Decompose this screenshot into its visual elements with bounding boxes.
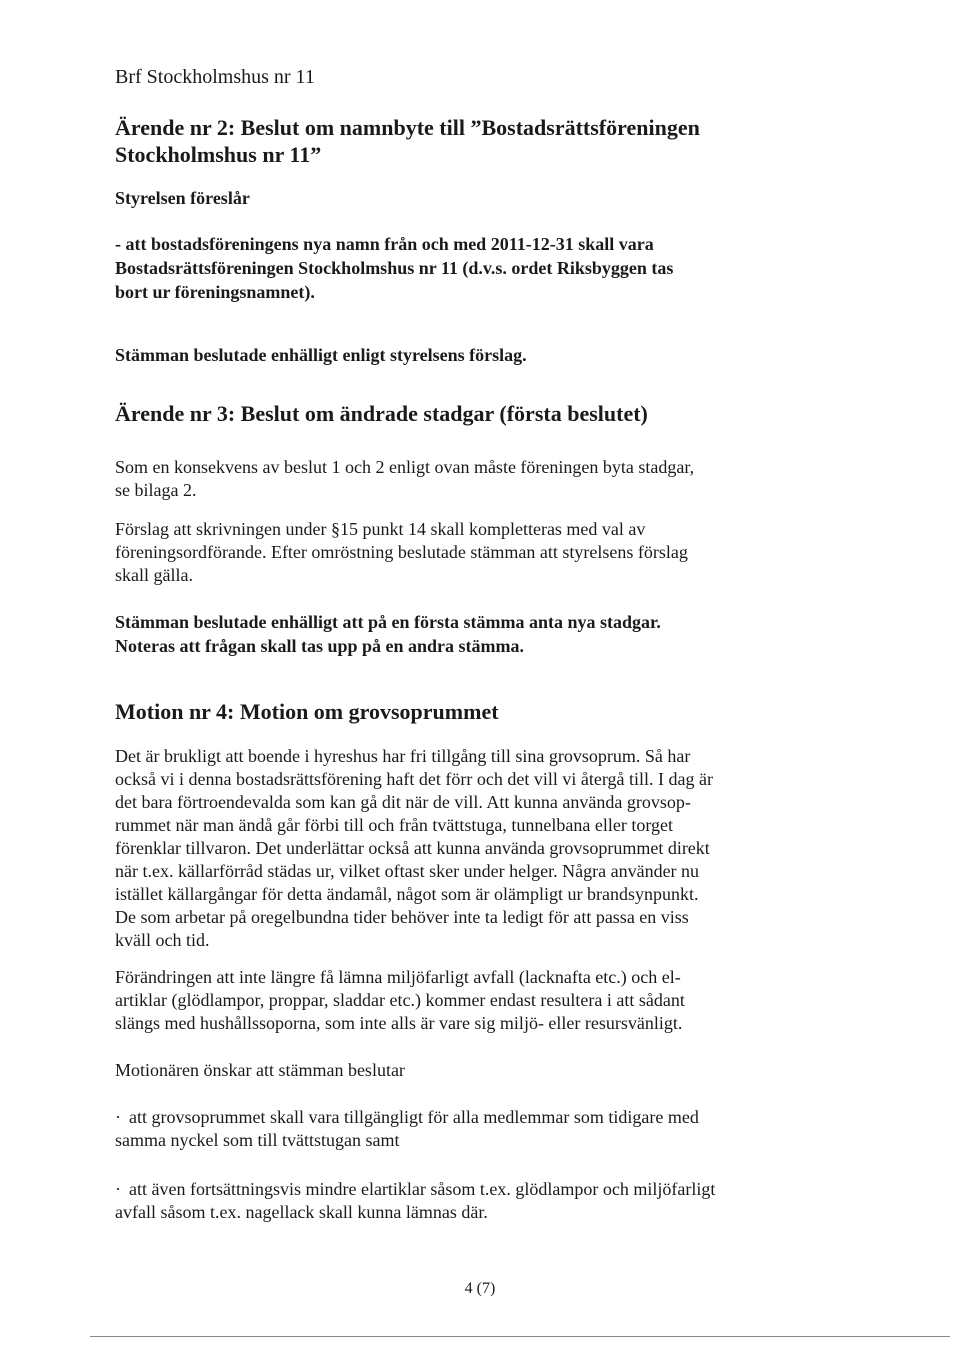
section-2-title-line: Stockholmshus nr 11” [115,142,322,167]
section-4-paragraph-1 [115,745,713,952]
paragraph-line: slängs med hushållssoporna, som inte alls är vare sig miljö- eller resursvänligt. [115,1013,683,1033]
bullet-marker: · [115,1179,121,1199]
section-3-paragraph-1 [115,456,694,502]
bullet-line [115,1106,699,1129]
paragraph-line: föreningsordförande. Efter omröstning beslutade stämman att styrelsens förslag [115,542,688,562]
paragraph-line: De som arbetar på oregelbundna tider behöver inte ta ledigt för att passa en viss [115,907,689,927]
paragraph-line: Förändringen att inte längre få lämna miljöfarligt avfall (lacknafta etc.) och el- [115,967,681,987]
paragraph-line: se bilaga 2. [115,480,197,500]
bullet-marker: · [115,1107,121,1127]
paragraph-line: Förslag att skrivningen under §15 punkt 14 skall kompletteras med val av [115,519,646,539]
section-3-title: Ärende nr 3: Beslut om ändrade stadgar (första beslutet) [115,401,648,426]
section-4-paragraph-3: Motionären önskar att stämman beslutar [115,1060,405,1080]
section-2-title-line: Ärende nr 2: Beslut om namnbyte till ”Bostadsrättsföreningen [115,115,700,140]
section-2-decision: Stämman beslutade enhälligt enligt styrelsens förslag. [115,345,527,365]
section-3-paragraph-2 [115,518,688,587]
bullet-text: att även fortsättningsvis mindre elartiklar såsom t.ex. glödlampor och miljöfarligt [129,1179,716,1199]
bullet-item-1 [115,1106,699,1152]
paragraph-line: Det är brukligt att boende i hyreshus har fri tillgång till sina grovsoprum. Så har [115,746,691,766]
paragraph-line: Som en konsekvens av beslut 1 och 2 enligt ovan måste föreningen byta stadgar, [115,457,695,477]
paragraph-line: också vi i denna bostadsrättsförening haft det förr och det vill vi återgå till. I dag är [115,769,713,789]
bottom-divider [90,1336,950,1337]
page-number: 4 (7) [464,1280,496,1297]
section-2-proposal [115,232,673,304]
paragraph-line: artiklar (glödlampor, proppar, sladdar etc.) kommer endast resultera i att sådant [115,990,685,1010]
paragraph-line: skall gälla. [115,565,193,585]
proposal-line: bort ur föreningsnamnet). [115,282,315,302]
bullet-item-2 [115,1178,715,1224]
bullet-line [115,1178,715,1201]
proposal-line: Bostadsrättsföreningen Stockholmshus nr 11 (d.v.s. ordet Riksbyggen tas [115,258,674,278]
paragraph-line: förenklar tillvaron. Det underlättar också att kunna använda grovsoprummet direkt [115,838,710,858]
section-2-subheading: Styrelsen föreslår [115,188,250,208]
decision-line: Noteras att frågan skall tas upp på en andra stämma. [115,636,525,656]
bullet-text: att grovsoprummet skall vara tillgängligt för alla medlemmar som tidigare med [129,1107,699,1127]
section-2-title [115,114,700,168]
section-4-title: Motion nr 4: Motion om grovsoprummet [115,699,499,724]
decision-line: Stämman beslutade enhälligt att på en första stämma anta nya stadgar. [115,612,661,632]
proposal-line: - att bostadsföreningens nya namn från och med 2011-12-31 skall vara [115,234,654,254]
paragraph-line: när t.ex. källarförråd städas ur, vilket oftast sker under helger. Några använder nu [115,861,700,881]
paragraph-line: istället källargångar för detta ändamål, något som är olämpligt ur brandsynpunkt. [115,884,699,904]
section-3-decision [115,610,661,658]
bullet-line: avfall såsom t.ex. nagellack skall kunna lämnas där. [115,1202,488,1222]
paragraph-line: det bara förtroendevalda som kan gå dit när de vill. Att kunna använda grovsop- [115,792,691,812]
paragraph-line: rummet när man ändå går förbi till och från tvättstuga, tunnelbana eller torget [115,815,673,835]
section-4-paragraph-2 [115,966,685,1035]
paragraph-line: kväll och tid. [115,930,210,950]
document-header: Brf Stockholmshus nr 11 [115,66,315,88]
bullet-line: samma nyckel som till tvättstugan samt [115,1130,400,1150]
